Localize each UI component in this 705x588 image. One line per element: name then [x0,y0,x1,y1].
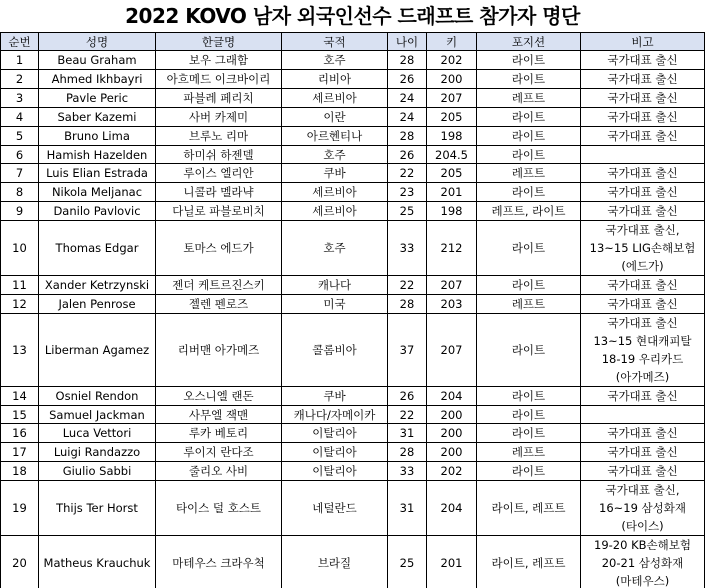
cell-height: 207 [427,89,477,108]
cell-age: 31 [388,481,427,536]
cell-korean-name: 마테우스 크라우척 [156,536,282,588]
cell-age: 26 [388,70,427,89]
note-line: 국가대표 출신 [607,185,678,199]
cell-position: 라이트 [477,146,581,164]
cell-position: 라이트 [477,70,581,89]
cell-note [581,221,705,276]
table-row [1,127,705,146]
note-line: 16~19 삼성화재 [599,501,686,515]
cell-age: 37 [388,314,427,387]
cell-height: 198 [427,202,477,221]
cell-korean-name: 젤렌 펜로즈 [156,295,282,314]
note-line: 국가대표 출신 [607,445,678,459]
cell-nationality: 캐나다/자메이카 [282,406,388,424]
cell-age: 28 [388,127,427,146]
cell-nationality: 리비아 [282,70,388,89]
cell-korean-name: 사무엘 잭맨 [156,406,282,424]
header-note: 비고 [581,33,705,51]
cell-position: 라이트 [477,406,581,424]
note-line: 국가대표 출신, [605,483,680,497]
cell-height: 204.5 [427,146,477,164]
cell-note [581,202,705,221]
note-line: 국가대표 출신 [607,204,678,218]
cell-position: 라이트 [477,462,581,481]
note-line: 18-19 우리카드 [601,352,684,366]
cell-no: 7 [1,164,39,183]
cell-height: 201 [427,536,477,588]
cell-age: 28 [388,51,427,70]
cell-korean-name: 니콜라 멜라냑 [156,183,282,202]
table-row [1,481,705,536]
cell-nationality: 네덜란드 [282,481,388,536]
cell-no: 5 [1,127,39,146]
cell-name: Liberman Agamez [39,314,156,387]
cell-note [581,127,705,146]
note-line: 국가대표 출신 [607,129,678,143]
table-row [1,295,705,314]
cell-height: 200 [427,406,477,424]
cell-note [581,481,705,536]
cell-age: 28 [388,443,427,462]
table-row [1,89,705,108]
cell-name: Nikola Meljanac [39,183,156,202]
cell-position: 라이트 [477,51,581,70]
cell-nationality: 이탈리아 [282,462,388,481]
note-line: 국가대표 출신 [607,91,678,105]
note-line: 국가대표 출신 [607,278,678,292]
cell-no: 19 [1,481,39,536]
cell-height: 200 [427,443,477,462]
note-line: 19-20 KB손해보험 [594,538,691,552]
cell-no: 8 [1,183,39,202]
cell-height: 202 [427,51,477,70]
note-line: 국가대표 출신 [607,72,678,86]
cell-height: 204 [427,481,477,536]
header-height: 키 [427,33,477,51]
cell-korean-name: 보우 그래함 [156,51,282,70]
note-line: 국가대표 출신 [607,426,678,440]
cell-korean-name: 토마스 에드가 [156,221,282,276]
cell-age: 28 [388,295,427,314]
cell-age: 25 [388,202,427,221]
header-nationality: 국적 [282,33,388,51]
draft-participants-table [0,32,705,588]
cell-height: 204 [427,387,477,406]
cell-position: 레프트 [477,164,581,183]
header-name: 성명 [39,33,156,51]
document-title: 2022 KOVO 남자 외국인선수 드래프트 참가자 명단 [125,4,580,28]
cell-note [581,424,705,443]
cell-position: 라이트 [477,183,581,202]
cell-note [581,387,705,406]
cell-note [581,536,705,588]
cell-position: 라이트, 레프트 [477,481,581,536]
cell-nationality: 호주 [282,146,388,164]
cell-nationality: 세르비아 [282,202,388,221]
table-row [1,387,705,406]
cell-no: 18 [1,462,39,481]
cell-position: 라이트 [477,108,581,127]
cell-no: 6 [1,146,39,164]
cell-note [581,70,705,89]
cell-nationality: 세르비아 [282,183,388,202]
cell-position: 라이트 [477,424,581,443]
cell-nationality: 캐나다 [282,276,388,295]
cell-age: 24 [388,108,427,127]
cell-age: 33 [388,221,427,276]
cell-korean-name: 하미쉬 하젠델 [156,146,282,164]
cell-age: 26 [388,387,427,406]
cell-height: 205 [427,108,477,127]
cell-korean-name: 루이스 엘리안 [156,164,282,183]
cell-name: Pavle Peric [39,89,156,108]
cell-note [581,295,705,314]
cell-no: 2 [1,70,39,89]
cell-korean-name: 사버 카제미 [156,108,282,127]
cell-note [581,443,705,462]
cell-no: 16 [1,424,39,443]
table-row [1,202,705,221]
table-row [1,108,705,127]
cell-name: Saber Kazemi [39,108,156,127]
cell-note [581,164,705,183]
cell-name: Luigi Randazzo [39,443,156,462]
cell-no: 10 [1,221,39,276]
cell-nationality: 브라질 [282,536,388,588]
cell-name: Ahmed Ikhbayri [39,70,156,89]
cell-nationality: 호주 [282,221,388,276]
cell-age: 23 [388,183,427,202]
cell-nationality: 이탈리아 [282,443,388,462]
cell-position: 라이트, 레프트 [477,536,581,588]
cell-note [581,462,705,481]
cell-no: 12 [1,295,39,314]
cell-age: 31 [388,424,427,443]
cell-note [581,183,705,202]
cell-no: 3 [1,89,39,108]
note-line: (아가메즈) [615,370,670,384]
cell-height: 202 [427,462,477,481]
cell-name: Luca Vettori [39,424,156,443]
cell-height: 205 [427,164,477,183]
cell-note [581,406,705,424]
cell-height: 212 [427,221,477,276]
cell-no: 9 [1,202,39,221]
cell-nationality: 미국 [282,295,388,314]
cell-korean-name: 아흐메드 이크바이리 [156,70,282,89]
cell-name: Jalen Penrose [39,295,156,314]
header-position: 포지션 [477,33,581,51]
cell-no: 14 [1,387,39,406]
header-age: 나이 [388,33,427,51]
note-line: (에드가) [621,259,664,273]
cell-name: Bruno Lima [39,127,156,146]
table-row [1,183,705,202]
cell-position: 라이트 [477,221,581,276]
cell-position: 레프트 [477,443,581,462]
note-line: 국가대표 출신 [607,53,678,67]
cell-nationality: 이탈리아 [282,424,388,443]
cell-korean-name: 리버맨 아가메즈 [156,314,282,387]
cell-height: 207 [427,276,477,295]
cell-position: 라이트 [477,276,581,295]
table-row [1,424,705,443]
cell-no: 17 [1,443,39,462]
cell-nationality: 세르비아 [282,89,388,108]
cell-korean-name: 루카 베토리 [156,424,282,443]
cell-position: 라이트 [477,127,581,146]
cell-korean-name: 파블레 페리치 [156,89,282,108]
table-row [1,443,705,462]
header-no: 순번 [1,33,39,51]
table-row [1,276,705,295]
cell-name: Danilo Pavlovic [39,202,156,221]
table-row [1,70,705,89]
cell-age: 22 [388,164,427,183]
cell-name: Luis Elian Estrada [39,164,156,183]
note-line: (타이스) [621,519,664,533]
table-row [1,164,705,183]
note-line: 13~15 현대캐피탈 [593,334,692,348]
cell-height: 203 [427,295,477,314]
cell-height: 201 [427,183,477,202]
cell-age: 33 [388,462,427,481]
cell-age: 25 [388,536,427,588]
note-line: 국가대표 출신, [605,223,680,237]
cell-no: 4 [1,108,39,127]
cell-note [581,108,705,127]
cell-name: Matheus Krauchuk [39,536,156,588]
cell-korean-name: 다닐로 파블로비치 [156,202,282,221]
note-line: 국가대표 출신 [607,297,678,311]
cell-no: 15 [1,406,39,424]
table-row [1,406,705,424]
table-row [1,221,705,276]
cell-age: 22 [388,406,427,424]
note-line: 국가대표 출신 [607,316,678,330]
note-line: 국가대표 출신 [607,110,678,124]
cell-height: 200 [427,424,477,443]
header-korean-name: 한글명 [156,33,282,51]
cell-note [581,276,705,295]
cell-no: 20 [1,536,39,588]
table-row [1,314,705,387]
cell-korean-name: 루이지 란다조 [156,443,282,462]
note-line: (마테우스) [615,574,670,588]
cell-korean-name: 브루노 리마 [156,127,282,146]
cell-nationality: 콜롬비아 [282,314,388,387]
cell-name: Thomas Edgar [39,221,156,276]
cell-height: 198 [427,127,477,146]
cell-name: Hamish Hazelden [39,146,156,164]
note-line: 20-21 삼성화재 [601,556,684,570]
cell-height: 200 [427,70,477,89]
cell-note [581,51,705,70]
cell-nationality: 쿠바 [282,164,388,183]
cell-name: Osniel Rendon [39,387,156,406]
cell-nationality: 아르헨티나 [282,127,388,146]
table-row [1,536,705,588]
table-row [1,146,705,164]
cell-name: Beau Graham [39,51,156,70]
cell-note [581,314,705,387]
cell-position: 라이트 [477,387,581,406]
cell-korean-name: 타이스 덜 호스트 [156,481,282,536]
cell-position: 레프트, 라이트 [477,202,581,221]
cell-position: 라이트 [477,314,581,387]
note-line: 13~15 LIG손해보험 [589,241,696,255]
cell-name: Samuel Jackman [39,406,156,424]
cell-no: 11 [1,276,39,295]
note-line: 국가대표 출신 [607,166,678,180]
cell-nationality: 쿠바 [282,387,388,406]
cell-note [581,146,705,164]
cell-position: 레프트 [477,295,581,314]
cell-no: 1 [1,51,39,70]
cell-position: 레프트 [477,89,581,108]
cell-note [581,89,705,108]
cell-age: 26 [388,146,427,164]
cell-age: 24 [388,89,427,108]
cell-name: Giulio Sabbi [39,462,156,481]
cell-name: Thijs Ter Horst [39,481,156,536]
table-row [1,462,705,481]
cell-name: Xander Ketrzynski [39,276,156,295]
cell-height: 207 [427,314,477,387]
table-header-row [1,33,705,51]
note-line: 국가대표 출신 [607,464,678,478]
cell-nationality: 호주 [282,51,388,70]
cell-age: 22 [388,276,427,295]
cell-nationality: 이란 [282,108,388,127]
cell-no: 13 [1,314,39,387]
note-line: 국가대표 출신 [607,389,678,403]
cell-korean-name: 줄리오 사비 [156,462,282,481]
table-row [1,51,705,70]
cell-korean-name: 젠더 케트르진스키 [156,276,282,295]
cell-korean-name: 오스니엘 랜돈 [156,387,282,406]
